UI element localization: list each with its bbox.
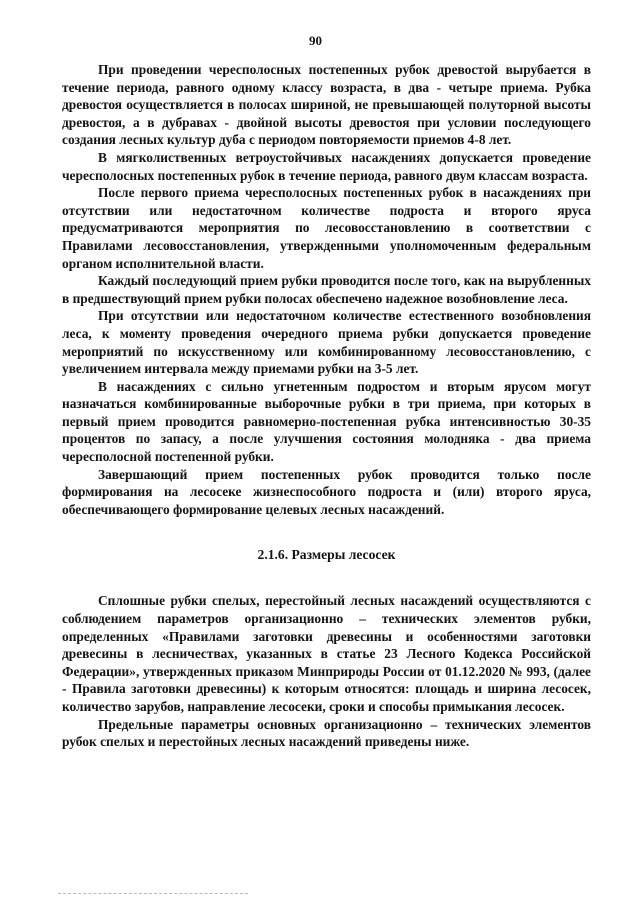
paragraph-clear-cutting: Сплошные рубки спелых, перестойный лесных насаждений осуществляются с соблюдением параметров организационно – технических элементов рубки, определенных «Правилами заготовки древесины и особенностями заготовки древесины в лесничествах, указанных в статье 23 Лесного Кодекса Российской Федерации», утвержденных приказом Минприроды России от 01.12.2020 № 993, (далее - Правила заготовки древесины) к которым относятся: площадь и ширина лесосек, количество зарубов, направление лесосеки, сроки и способы примыкания лесосек. [62, 593, 591, 714]
footer-rule [58, 893, 248, 897]
paragraph-first-stage-reforestation: После первого приема чересполосных постепенных рубок в насаждениях при отсутствии или недостаточном количестве подроста и второго яруса предусматриваются мероприятия по лесовосстановлению в соответствии с Правилами лесовосстановления, утвержденными уполномоченным федеральным органом исполнительной власти. [62, 185, 591, 271]
paragraph-stripwise-felling: При проведении чересполосных постепенных рубок древостой вырубается в течение периода, равного одному классу возраста, в два - четыре приема. Рубка древостоя осуществляется в полосах шириной, не превышающей полуторной высоты древостоя, а в дубравах - двойной высоты древостоя при условии последующего создания лесных культур дуба с периодом повторяемости приемов 4-8 лет. [62, 62, 591, 148]
paragraph-combined-selective-felling: В насаждениях с сильно угнетенным подростом и вторым ярусом могут назначаться комбинированные выборочные рубки в три приема, при которых в первый прием проводится равномерно-постепенная рубка интенсивностью 30-35 процентов по запасу, а после улучшения состояния молодняка - два приема чересполосной постепенной рубки. [62, 378, 591, 465]
paragraph-final-stage: Завершающий прием постепенных рубок проводится только после формирования на лесосеке жизнеспособного подроста и (или) второго яруса, обеспечивающего формирование целевых лесных насаждений. [62, 466, 591, 517]
paragraph-subsequent-stage: Каждый последующий прием рубки проводится после того, как на вырубленных в предшествующий прием рубки полосах обеспечено надежное возобновление леса. [62, 273, 591, 306]
paragraph-limit-parameters: Предельные параметры основных организационно – технических элементов рубок спелых и перестойных лесных насаждений приведены ниже. [62, 716, 591, 750]
page-number: 90 [309, 33, 322, 48]
section-heading: 2.1.6. Размеры лесосек [257, 547, 396, 563]
paragraph-natural-regeneration: При отсутствии или недостаточном количестве естественного возобновления леса, к моменту проведения очередного приема рубки допускается проведение мероприятий по искусственному или комбинированному лесовосстановлению, с увеличением интервала между приемами рубки на 3-5 лет. [62, 308, 591, 377]
page-content [62, 61, 591, 751]
paragraph-softwood-stands: В мягколиственных ветроустойчивых насаждениях допускается проведение чересполосных постепенных рубок в течение периода, равного двум классам возраста. [62, 149, 591, 183]
